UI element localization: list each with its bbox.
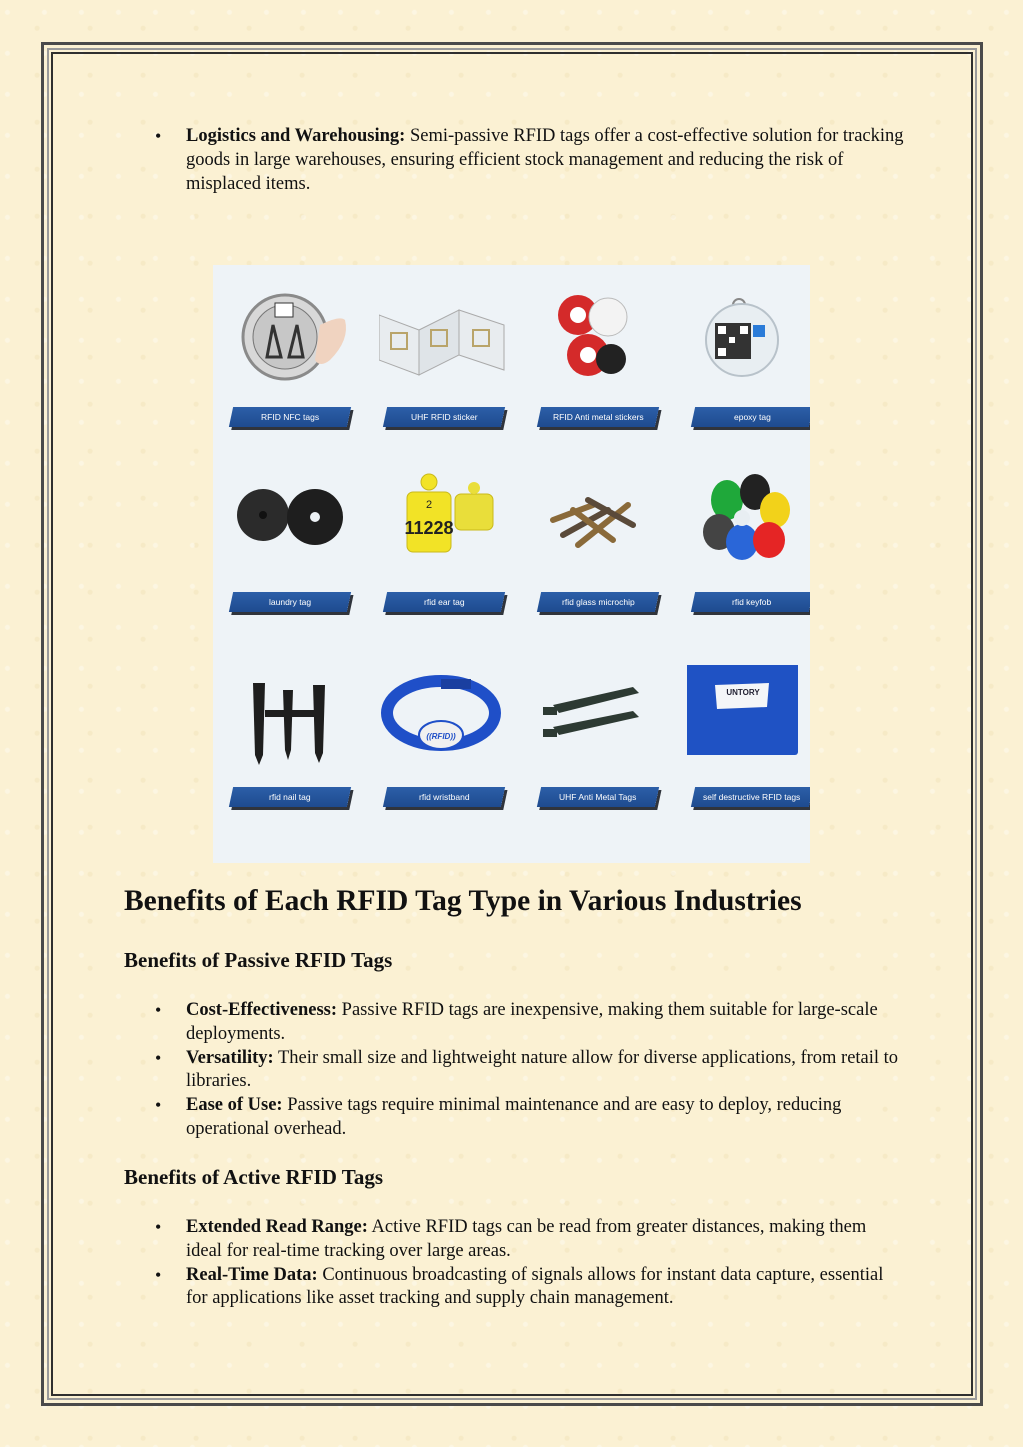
tag-label: rfid ear tag: [423, 597, 465, 607]
tag-label: self destructive RFID tags: [703, 792, 801, 802]
figure-cell-ear-tag: [379, 470, 509, 610]
rfid-tags-figure: [213, 265, 810, 863]
label-ribbon: [383, 787, 505, 807]
nail-tag-image: [225, 665, 355, 775]
figure-cell-wristband: [379, 665, 509, 805]
figure-cell-nfc: [225, 285, 355, 425]
wristband-image: [379, 665, 509, 775]
list-item: [0, 1264, 1023, 1312]
tag-label: rfid glass microchip: [561, 597, 635, 607]
list-item: [0, 1047, 1023, 1095]
ear-tag-number: 11228: [404, 518, 454, 538]
tag-label: UHF RFID sticker: [410, 412, 478, 422]
uhf-anti-metal-image: [533, 665, 663, 775]
list-item-term: Ease of Use:: [186, 1095, 283, 1116]
list-item-text: Passive tags require minimal maintenance and are easy to deploy, reducing operational overhead.: [186, 1095, 842, 1139]
list-item-term: Extended Read Range:: [186, 1217, 368, 1237]
figure-cell-glass-microchip: [533, 470, 663, 610]
wristband-text: ((RFID)): [426, 732, 456, 741]
figure-cell-epoxy: [687, 285, 810, 425]
list-item-text: Passive RFID tags are inexpensive, making them suitable for large-scale deployments.: [186, 1000, 878, 1044]
list-item-term: Logistics and Warehousing:: [186, 126, 406, 146]
label-ribbon: [537, 592, 659, 612]
figure-cell-self-destructive: [687, 665, 810, 805]
nfc-tag-image: [225, 285, 355, 395]
active-benefits-list: [0, 1216, 1023, 1311]
figure-cell-keyfob: [687, 470, 810, 610]
label-ribbon: [229, 787, 351, 807]
tag-label: RFID Anti metal stickers: [552, 412, 644, 422]
tag-label: rfid keyfob: [732, 597, 772, 607]
tag-label: rfid nail tag: [269, 792, 311, 802]
ear-tag-image: [379, 470, 509, 580]
tag-label: laundry tag: [268, 597, 312, 607]
tag-label: epoxy tag: [733, 412, 771, 422]
list-item-text: Active RFID tags can be read from greater distances, making them ideal for real-time tracking over large areas.: [186, 1217, 867, 1261]
sticker-text: UNTORY: [726, 688, 760, 697]
laundry-tag-image: [225, 470, 355, 580]
list-item: [0, 125, 1023, 196]
label-ribbon: [229, 407, 351, 427]
list-item-term: Cost-Effectiveness:: [186, 1000, 338, 1020]
list-item-term: Real-Time Data:: [186, 1264, 318, 1285]
tag-label: UHF Anti Metal Tags: [559, 792, 637, 802]
list-item-text: Semi-passive RFID tags offer a cost-effective solution for tracking goods in large warehouses, ensuring efficient stock management and reducing the risk of misplaced items.: [186, 126, 904, 194]
figure-cell-uhf-sticker: [379, 285, 509, 425]
label-ribbon: [537, 787, 659, 807]
label-ribbon: [691, 592, 810, 612]
label-ribbon: [383, 592, 505, 612]
list-item-text: Continuous broadcasting of signals allows for instant data capture, essential for applications like asset tracking and supply chain management.: [186, 1264, 884, 1309]
self-destructive-image: [687, 665, 810, 775]
list-item: [0, 999, 1023, 1047]
label-ribbon: [537, 407, 659, 427]
passive-heading: Benefits of Passive RFID Tags: [124, 948, 393, 972]
section-title: Benefits of Each RFID Tag Type in Various Industries: [124, 885, 802, 917]
figure-cell-laundry: [225, 470, 355, 610]
passive-benefits-list: [0, 999, 1023, 1142]
list-item-text: Their small size and lightweight nature allow for diverse applications, from retail to libraries.: [186, 1047, 899, 1092]
intro-list: [0, 125, 1023, 196]
glass-microchip-image: [533, 470, 663, 580]
tag-label: RFID NFC tags: [260, 412, 320, 422]
uhf-sticker-image: [379, 285, 509, 395]
label-ribbon: [229, 592, 351, 612]
anti-metal-sticker-image: [533, 285, 663, 395]
epoxy-tag-image: [687, 285, 810, 395]
figure-cell-anti-metal-sticker: [533, 285, 663, 425]
label-ribbon: [691, 787, 810, 807]
label-ribbon: [691, 407, 810, 427]
label-ribbon: [383, 407, 505, 427]
active-heading: Benefits of Active RFID Tags: [124, 1165, 383, 1189]
figure-cell-nail: [225, 665, 355, 805]
keyfob-image: [687, 470, 810, 580]
figure-cell-uhf-anti-metal: [533, 665, 663, 805]
list-item: [0, 1094, 1023, 1142]
list-item-term: Versatility:: [186, 1047, 274, 1068]
tag-label: rfid wristband: [418, 792, 470, 802]
list-item: [0, 1216, 1023, 1264]
svg-text:2: 2: [425, 499, 433, 511]
